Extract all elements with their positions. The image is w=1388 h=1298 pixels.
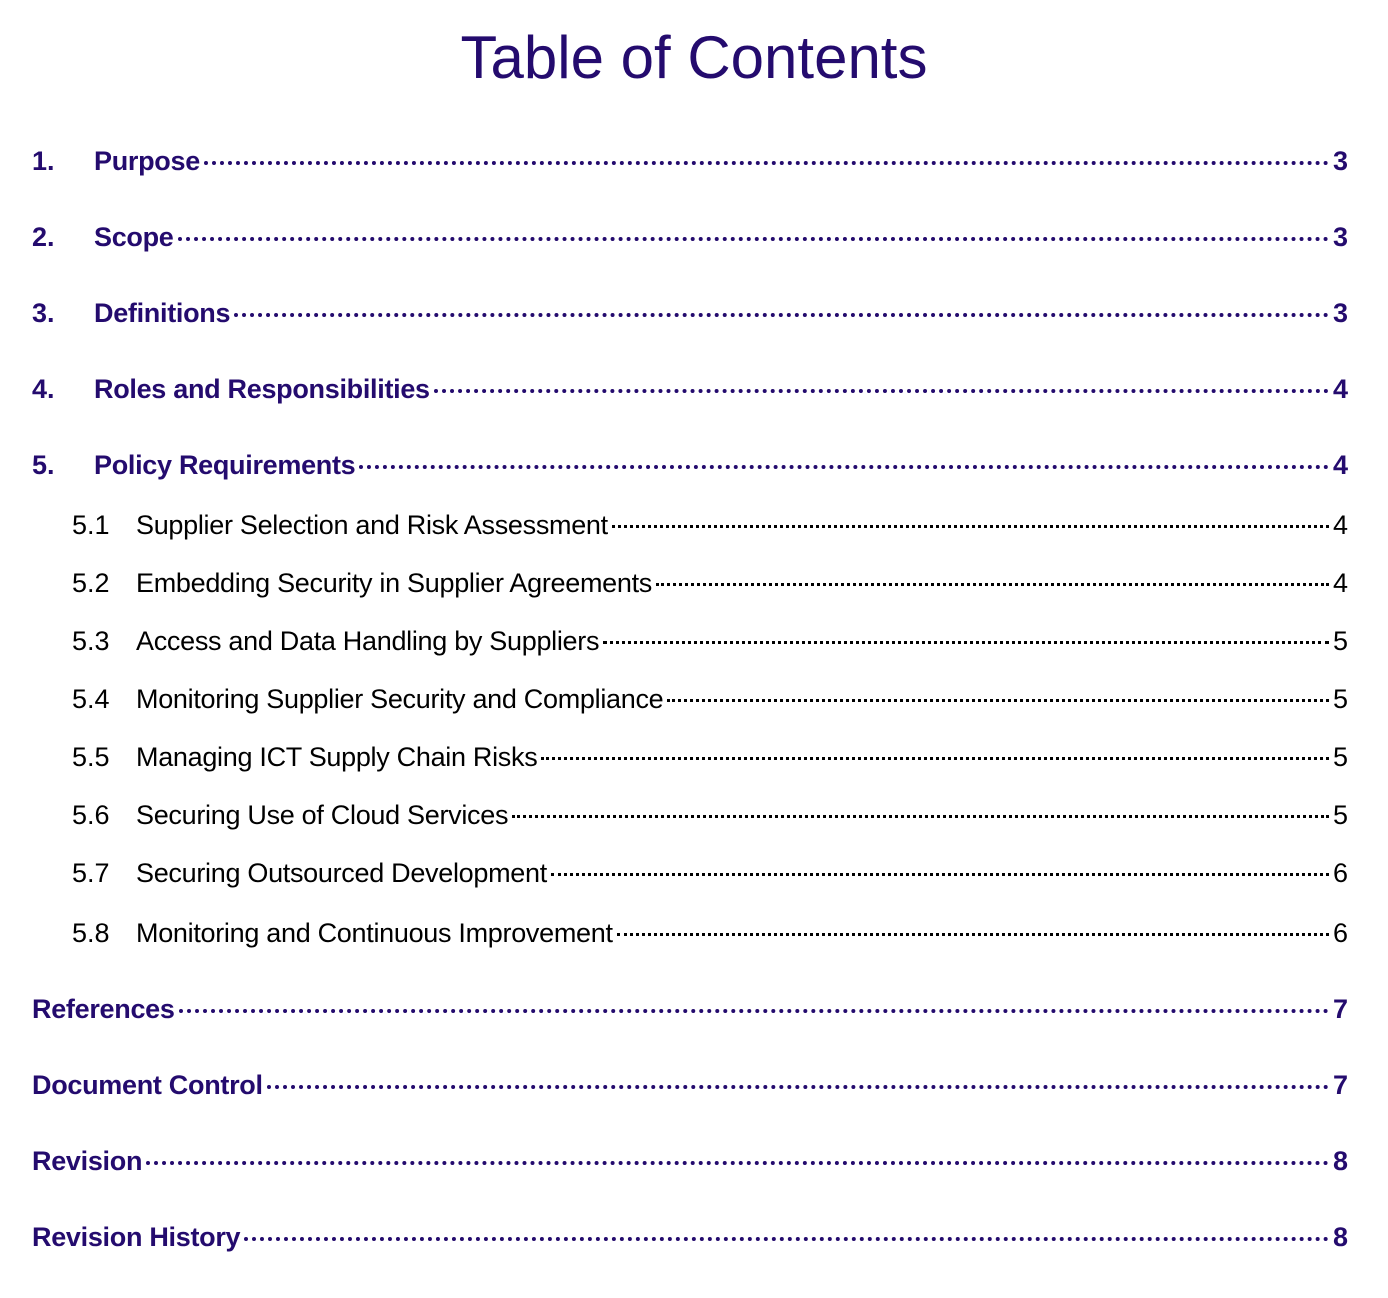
toc-entry-number: 5.4 <box>72 684 110 714</box>
toc-entry-page: 8 <box>1332 1146 1348 1176</box>
toc-entry-page: 4 <box>1332 374 1348 404</box>
toc-entry-page: 4 <box>1332 510 1348 540</box>
toc-entry-page: 6 <box>1332 858 1348 888</box>
toc-entry-page: 7 <box>1332 994 1348 1024</box>
toc-subentry-5-1[interactable] <box>72 510 1348 550</box>
toc-entry-label: Purpose <box>94 146 200 176</box>
toc-entry-number: 5.1 <box>72 510 110 540</box>
toc-entry-page: 6 <box>1332 918 1348 948</box>
toc-entry-page: 4 <box>1332 450 1348 480</box>
toc-subentry-5-8[interactable] <box>72 918 1348 958</box>
toc-entry-label: References <box>32 994 175 1024</box>
dot-leader <box>541 757 1329 760</box>
dot-leader <box>617 933 1329 936</box>
toc-entry-label: Document Control <box>32 1070 263 1100</box>
toc-subentry-5-5[interactable] <box>72 742 1348 782</box>
toc-entry-page: 7 <box>1332 1070 1348 1100</box>
toc-entry-number: 5.7 <box>72 858 110 888</box>
toc-subentry-5-6[interactable] <box>72 800 1348 840</box>
toc-entry-document-control[interactable] <box>32 1070 1348 1110</box>
toc-entry-label: Revision History <box>32 1222 241 1252</box>
toc-entry-label: Embedding Security in Supplier Agreements <box>136 568 652 598</box>
toc-entry-roles[interactable] <box>32 374 1348 414</box>
dot-leader <box>179 1009 1329 1013</box>
toc-entry-definitions[interactable] <box>32 298 1348 338</box>
dot-leader <box>359 465 1329 469</box>
toc-entry-number: 5.5 <box>72 742 110 772</box>
toc-entry-page: 3 <box>1332 298 1348 328</box>
dot-leader <box>178 237 1329 241</box>
toc-entry-page: 5 <box>1332 684 1348 714</box>
dot-leader <box>512 815 1329 818</box>
dot-leader <box>612 525 1329 528</box>
toc-entry-page: 5 <box>1332 800 1348 830</box>
dot-leader <box>656 583 1329 586</box>
toc-entry-number: 5.3 <box>72 626 110 656</box>
toc-subentry-5-2[interactable] <box>72 568 1348 608</box>
dot-leader <box>603 641 1329 644</box>
page-title: Table of Contents <box>460 24 928 91</box>
toc-entry-policy-requirements[interactable] <box>32 450 1348 490</box>
toc-entry-number: 5.6 <box>72 800 110 830</box>
dot-leader <box>234 313 1329 317</box>
toc-entry-label: Monitoring Supplier Security and Compliance <box>136 684 664 714</box>
dot-leader <box>551 873 1329 876</box>
toc-entry-label: Securing Outsourced Development <box>136 858 547 888</box>
toc-entry-number: 5.2 <box>72 568 110 598</box>
toc-entry-label: Revision <box>32 1146 143 1176</box>
dot-leader <box>204 161 1329 165</box>
toc-entry-page: 4 <box>1332 568 1348 598</box>
toc-entry-page: 3 <box>1332 222 1348 252</box>
dot-leader <box>667 699 1329 702</box>
toc-entry-label: Supplier Selection and Risk Assessment <box>136 510 608 540</box>
toc-entry-number: 5.8 <box>72 918 110 948</box>
toc-entry-label: Managing ICT Supply Chain Risks <box>136 742 538 772</box>
toc-subentry-5-3[interactable] <box>72 626 1348 666</box>
dot-leader <box>434 389 1329 393</box>
toc-entry-label: Definitions <box>94 298 231 328</box>
dot-leader <box>244 1237 1329 1241</box>
toc-entry-label: Monitoring and Continuous Improvement <box>136 918 613 948</box>
toc-entry-number: 3. <box>32 298 55 328</box>
toc-entry-number: 1. <box>32 146 55 176</box>
toc-entry-number: 4. <box>32 374 55 404</box>
toc-subentry-5-4[interactable] <box>72 684 1348 724</box>
toc-entry-references[interactable] <box>32 994 1348 1034</box>
toc-entry-page: 8 <box>1332 1222 1348 1252</box>
toc-entry-label: Access and Data Handling by Suppliers <box>136 626 600 656</box>
toc-entry-revision[interactable] <box>32 1146 1348 1186</box>
toc-entry-page: 5 <box>1332 626 1348 656</box>
toc-entry-label: Policy Requirements <box>94 450 356 480</box>
toc-entry-purpose[interactable] <box>32 146 1348 186</box>
toc-entry-scope[interactable] <box>32 222 1348 262</box>
dot-leader <box>146 1161 1329 1165</box>
dot-leader <box>267 1085 1329 1089</box>
toc-entry-revision-history[interactable] <box>32 1222 1348 1262</box>
toc-entry-page: 5 <box>1332 742 1348 772</box>
toc-subentry-5-7[interactable] <box>72 858 1348 898</box>
toc-entry-label: Roles and Responsibilities <box>94 374 430 404</box>
toc-entry-number: 5. <box>32 450 55 480</box>
toc-entry-number: 2. <box>32 222 55 252</box>
toc-entry-label: Securing Use of Cloud Services <box>136 800 509 830</box>
toc-entry-page: 3 <box>1332 146 1348 176</box>
toc-entry-label: Scope <box>94 222 174 252</box>
